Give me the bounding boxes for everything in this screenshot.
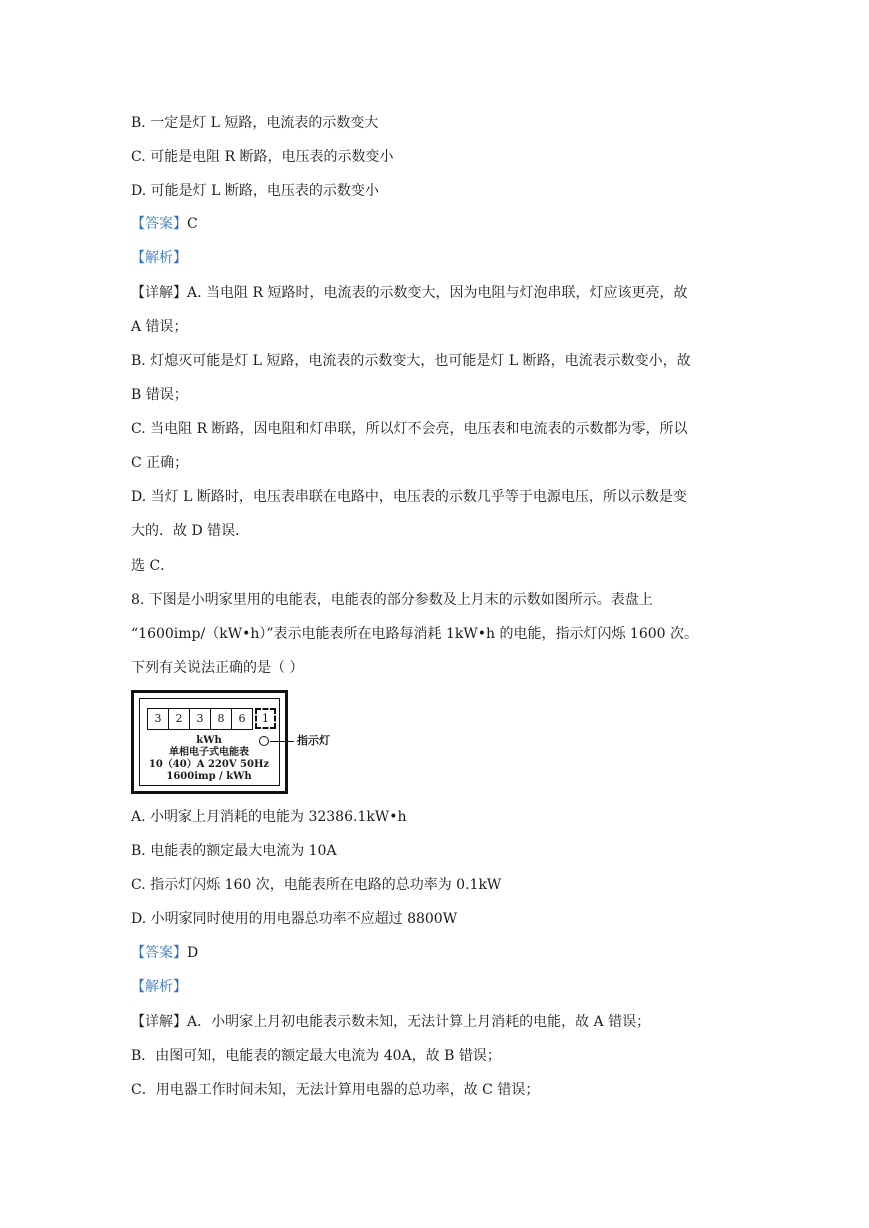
answer-tag: 【答案】 <box>131 216 187 232</box>
q8-option-b: B. 电能表的额定最大电流为 10A <box>131 843 337 859</box>
q8-analysis-tag: 【解析】 <box>131 979 187 995</box>
q8-detail-c: C．用电器工作时间未知，无法计算用电器的总功率，故 C 错误； <box>131 1082 540 1098</box>
answer-value: D <box>187 945 199 961</box>
meter-digit: 2 <box>168 708 190 730</box>
q8-stem-line1: 8. 下图是小明家里用的电能表，电能表的部分参数及上月末的示数如图所示。表盘上 <box>131 592 653 608</box>
indicator-label: 指示灯 <box>297 734 330 747</box>
answer-value: C <box>187 216 198 232</box>
q7-option-b: B. 一定是灯 L 短路，电流表的示数变大 <box>131 115 379 131</box>
meter-digit: 3 <box>147 708 169 730</box>
detail-tag: 【详解】 <box>131 285 187 301</box>
q7-detail-b-line1: B. 灯熄灭可能是灯 L 短路，电流表的示数变大，也可能是灯 L 断路，电流表示数变小，故 <box>131 353 691 369</box>
meter-digit: 3 <box>189 708 211 730</box>
detail-a-text: A. 当电阻 R 短路时，电流表的示数变大，因为电阻与灯泡串联，灯应该更亮，故 <box>187 285 688 301</box>
q7-detail-d-line1: D. 当灯 L 断路时，电压表串联在电路中，电压表的示数几乎等于电源电压，所以示数是变 <box>131 489 687 505</box>
q8-detail-b: B．由图可知，电能表的额定最大电流为 40A，故 B 错误； <box>131 1048 501 1064</box>
q7-option-d: D. 可能是灯 L 断路，电压表的示数变小 <box>131 183 379 199</box>
electric-meter-figure <box>131 690 288 794</box>
meter-name: 单相电子式电能表 <box>169 747 249 758</box>
meter-constant: 1600imp / kWh <box>166 771 252 782</box>
meter-digit: 6 <box>231 708 253 730</box>
q7-detail-a-line1 <box>131 283 687 303</box>
q7-conclusion: 选 C． <box>131 558 175 574</box>
q7-detail-c-line1: C. 当电阻 R 断路，因电阻和灯串联，所以灯不会亮，电压表和电流表的示数都为零，所以 <box>131 421 688 437</box>
q7-answer <box>131 214 198 234</box>
q8-stem-line3: 下列有关说法正确的是（ ） <box>131 660 304 676</box>
answer-tag: 【答案】 <box>131 945 187 961</box>
q7-analysis-tag: 【解析】 <box>131 250 187 266</box>
meter-rating: 10（40）A 220V 50Hz <box>148 759 270 770</box>
detail-a-text: A．小明家上月初电能表示数未知，无法计算上月消耗的电能，故 A 错误； <box>187 1014 651 1030</box>
detail-tag: 【详解】 <box>131 1014 187 1030</box>
q8-stem-line2: “1600imp/（kW•h）”表示电能表所在电路每消耗 1kW•h 的电能，指示灯闪烁 1600 次。 <box>131 626 699 642</box>
meter-unit: kWh <box>196 735 222 746</box>
q8-option-c: C. 指示灯闪烁 160 次，电能表所在电路的总功率为 0.1kW <box>131 877 502 893</box>
q8-detail-a <box>131 1012 650 1032</box>
q7-detail-c-line2: C 正确； <box>131 455 189 471</box>
q8-option-d: D. 小明家同时使用的用电器总功率不应超过 8800W <box>131 911 458 927</box>
q7-detail-a-line2: A 错误； <box>131 319 188 335</box>
meter-panel <box>139 698 280 786</box>
meter-reading <box>148 708 276 730</box>
meter-decimal-digit: 1 <box>255 708 276 729</box>
q8-answer <box>131 943 198 963</box>
q7-detail-d-line2: 大的．故 D 错误． <box>131 523 250 539</box>
indicator-leader-line <box>270 741 294 742</box>
meter-digit: 8 <box>210 708 232 730</box>
q7-detail-b-line2: B 错误； <box>131 387 188 403</box>
q7-option-c: C. 可能是电阻 R 断路，电压表的示数变小 <box>131 149 394 165</box>
q8-option-a: A. 小明家上月消耗的电能为 32386.1kW•h <box>131 809 407 825</box>
